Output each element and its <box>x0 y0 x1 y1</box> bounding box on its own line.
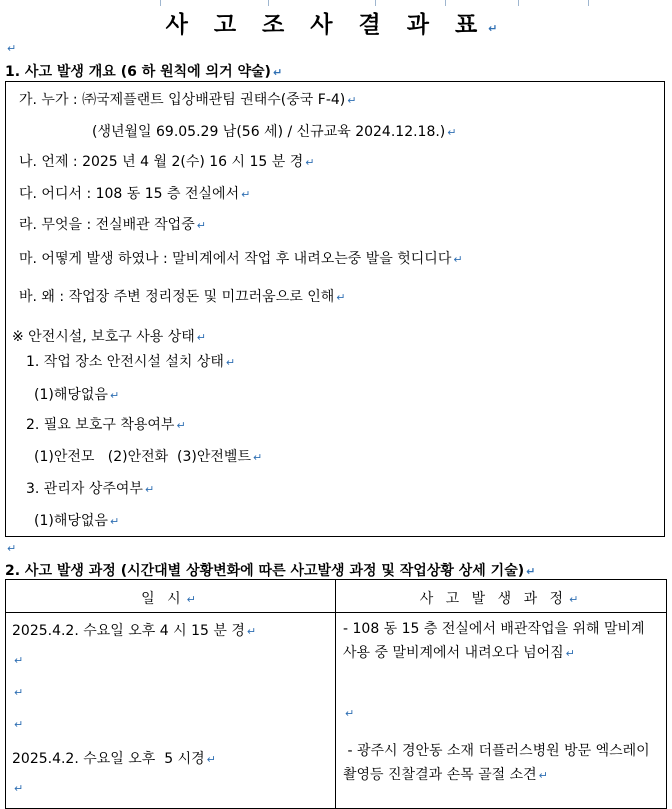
paragraph-mark-icon: ↵ <box>109 515 120 528</box>
paragraph-mark-icon: ↵ <box>345 707 355 720</box>
empty-paragraph <box>343 705 354 721</box>
safety-item-2-answer: (1)안전모 (2)안전화 (3)안전벨트 ↵ <box>34 449 263 465</box>
section1-heading: 1. 사고 발생 개요 (6 하 원칙에 의거 약술) ↵ <box>5 64 283 80</box>
document-title: 사 고 조 사 결 과 표 ↵ <box>165 12 507 38</box>
safety-item-3-answer: (1)해당없음 ↵ <box>34 513 120 529</box>
where-line: 다. 어디서 : 108 동 15 층 전실에서 ↵ <box>19 186 251 202</box>
empty-paragraph <box>5 40 16 56</box>
paragraph-mark-icon: ↵ <box>196 219 206 232</box>
empty-paragraph <box>12 652 23 668</box>
table-row-process: - 광주시 경안동 소재 더플러스병원 방문 엑스레이 촬영등 진찰결과 손목 골절 소견 ↵ <box>343 743 655 783</box>
paragraph-mark-icon: ↵ <box>241 188 251 201</box>
paragraph-mark-icon: ↵ <box>14 686 24 699</box>
paragraph-mark-icon: ↵ <box>14 654 24 667</box>
accident-process-table <box>5 579 667 809</box>
paragraph-mark-icon: ↵ <box>7 42 17 55</box>
paragraph-mark-icon: ↵ <box>453 253 463 266</box>
table-row-process: - 108 동 15 층 전실에서 배관작업을 위해 말비계 사용 중 말비계에서 내려오다 넘어짐 ↵ <box>343 621 645 661</box>
how-line: 마. 어떻게 발생 하였나 : 말비계에서 작업 후 내려오는중 발을 헛디디다 ↵ <box>19 251 463 267</box>
empty-paragraph <box>5 540 16 556</box>
safety-item-2: 2. 필요 보호구 착용여부 ↵ <box>26 417 186 433</box>
paragraph-mark-icon: ↵ <box>538 769 548 782</box>
empty-paragraph <box>12 716 23 732</box>
table-row-time: 2025.4.2. 수요일 오후 4 시 15 분 경 ↵ <box>12 623 257 639</box>
safety-item-1-answer: (1)해당없음 ↵ <box>34 387 120 403</box>
paragraph-mark-icon: ↵ <box>526 565 536 578</box>
table-row-time: 2025.4.2. 수요일 오후 5 시경 ↵ <box>12 751 216 767</box>
what-line: 라. 무엇을 : 전실배관 작업중 ↵ <box>19 217 206 233</box>
safety-status-title: ※ 안전시설, 보호구 사용 상태 ↵ <box>12 329 206 345</box>
paragraph-mark-icon: ↵ <box>252 451 263 464</box>
paragraph-mark-icon: ↵ <box>7 542 17 555</box>
who-line: 가. 누가 : ㈜국제플랜트 입상배관팀 권태수(중국 F-4) ↵ <box>19 92 357 108</box>
paragraph-mark-icon: ↵ <box>176 419 186 432</box>
paragraph-mark-icon: ↵ <box>109 389 120 402</box>
paragraph-mark-icon: ↵ <box>336 291 346 304</box>
empty-paragraph <box>12 780 23 796</box>
why-line: 바. 왜 : 작업장 주변 정리정돈 및 미끄러움으로 인해 ↵ <box>19 289 346 305</box>
paragraph-mark-icon: ↵ <box>447 126 457 139</box>
paragraph-mark-icon: ↵ <box>14 718 24 731</box>
paragraph-mark-icon: ↵ <box>206 753 216 766</box>
paragraph-mark-icon: ↵ <box>305 156 315 169</box>
paragraph-mark-icon: ↵ <box>144 483 155 496</box>
empty-paragraph <box>12 684 23 700</box>
paragraph-mark-icon: ↵ <box>246 625 257 638</box>
header-time: 일 시 ↵ <box>141 591 200 607</box>
safety-item-1: 1. 작업 장소 안전시설 설치 상태 ↵ <box>26 354 236 370</box>
paragraph-mark-icon: ↵ <box>272 66 283 79</box>
header-process: 사 고 발 생 과 정 ↵ <box>419 591 583 607</box>
paragraph-mark-icon: ↵ <box>186 593 200 606</box>
header-divider <box>6 612 666 613</box>
paragraph-mark-icon: ↵ <box>569 593 583 606</box>
paragraph-mark-icon: ↵ <box>488 22 507 35</box>
column-divider <box>335 580 336 808</box>
paragraph-mark-icon: ↵ <box>14 782 24 795</box>
paragraph-mark-icon: ↵ <box>347 94 357 107</box>
who-detail-line: (생년월일 69.05.29 남(56 세) / 신규교육 2024.12.18.) ↵ <box>92 124 457 140</box>
paragraph-mark-icon: ↵ <box>565 647 575 660</box>
section2-heading: 2. 사고 발생 과정 (시간대별 상황변화에 따른 사고발생 과정 및 작업상황 상세 기술) ↵ <box>5 563 536 579</box>
paragraph-mark-icon: ↵ <box>196 331 206 344</box>
paragraph-mark-icon: ↵ <box>225 356 236 369</box>
safety-item-3: 3. 관리자 상주여부 ↵ <box>26 481 155 497</box>
when-line: 나. 언제 : 2025 년 4 월 2(수) 16 시 15 분 경 ↵ <box>19 154 315 170</box>
accident-overview-box <box>5 81 665 537</box>
